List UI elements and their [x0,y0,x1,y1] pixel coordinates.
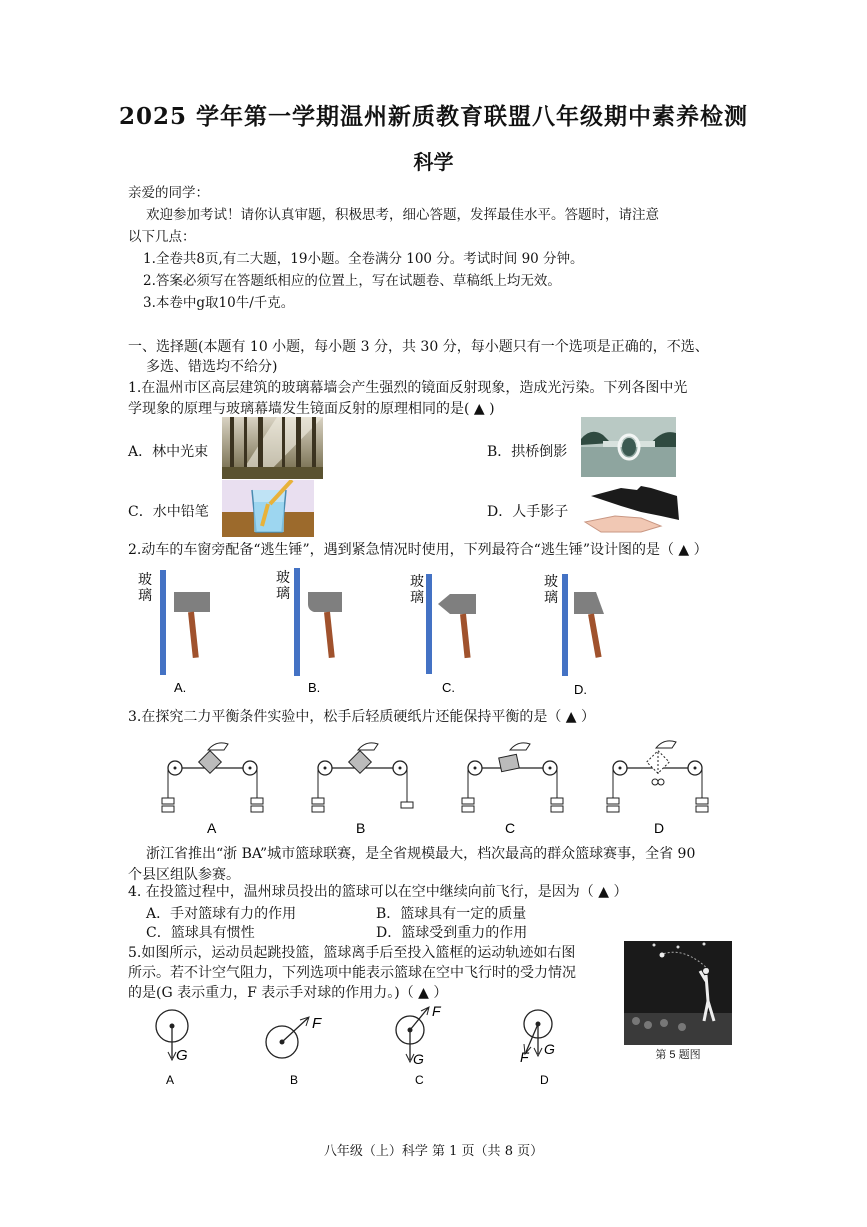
q2-diagram-a [138,570,210,695]
context-line-2: 个县区组队参赛。 [128,867,240,883]
photo-caption: 第 5 题图 [655,1049,701,1061]
q3-balance-diagrams [150,738,730,838]
svg-text:璃: 璃 [544,589,558,605]
q1-option-d: D．人手影子 [487,504,569,520]
svg-text:G: G [176,1047,188,1064]
glass-label: 璃 [138,587,152,603]
hammer-head [174,592,210,612]
svg-text:D.: D. [574,682,587,697]
glass-label: 玻 [138,571,152,587]
q2-hammer-diagrams [128,562,748,702]
svg-text:璃: 璃 [276,585,290,601]
q2-option-label: A. [174,680,187,695]
q5-diagram-a [156,1010,188,1087]
svg-text:D: D [654,820,665,836]
q4-stem: 4. 在投篮过程中，温州球员投出的篮球可以在空中继续向前飞行，是因为（ ▲ ） [128,884,628,900]
context-line-1: 浙江省推出“浙 BA”城市篮球联赛，是全省规模最大，档次最高的群众篮球赛事，全省 90 [146,846,696,862]
svg-text:A: A [166,1073,175,1087]
q2-diagram-c [410,573,476,695]
svg-text:B: B [290,1073,299,1087]
svg-text:F: F [312,1015,322,1032]
q1-option-a: A．林中光束 [128,444,209,460]
svg-text:F: F [432,1003,441,1019]
subject-title: 科学 [413,150,454,174]
pencil-in-water-image [222,480,314,537]
svg-text:B: B [356,820,366,836]
q5-stem-line-1: 5.如图所示，运动员起跳投篮，篮球离手后至投入篮框的运动轨迹如右图 [128,945,576,961]
arch-bridge-reflection-image [581,417,676,477]
note-3: 3.本卷中g取10牛/千克。 [143,295,295,311]
svg-text:玻: 玻 [276,569,290,585]
svg-text:C.: C. [442,680,455,695]
q4-option-d: D．篮球受到重力的作用 [376,925,528,941]
page-footer: 八年级（上）科学 第 1 页（共 8 页） [323,1144,544,1159]
hand-shadow-image [581,482,681,534]
svg-text:C: C [415,1073,424,1087]
q3-diagram-b [312,743,413,836]
q5-diagram-d [520,1010,555,1087]
q3-diagram-a [162,743,263,836]
svg-text:G: G [413,1051,424,1067]
exam-title: 2025 学年第一学期温州新质教育联盟八年级期中素养检测 [118,103,749,130]
svg-text:F: F [520,1049,529,1065]
q2-diagram-b [276,568,342,695]
section-heading-line-1: 一、选择题(本题有 10 小题，每小题 3 分，共 30 分，每小题只有一个选项是正确的，不选、 [128,339,709,355]
section-heading-line-2: 多选、错选均不给分) [146,359,278,375]
svg-text:C: C [505,820,516,836]
welcome-line-1: 欢迎参加考试！请你认真审题，积极思考，细心答题，发挥最佳水平。答题时，请注意 [146,207,659,223]
q3-stem: 3.在探究二力平衡条件实验中，松手后轻质硬纸片还能保持平衡的是（ ▲ ） [128,709,596,725]
greeting: 亲爱的同学： [128,185,209,201]
q5-force-diagrams [150,1002,590,1094]
q2-stem: 2.动车的车窗旁配备“逃生锤”，遇到紧急情况时使用，下列最符合“逃生锤”设计图的是（ ▲ ） [128,542,708,558]
q5-diagram-b [266,1015,322,1087]
q5-stem-line-2: 所示。若不计空气阻力，下列选项中能表示篮球在空中飞行时的受力情况 [128,965,576,981]
svg-text:璃: 璃 [410,589,424,605]
welcome-line-2: 以下几点： [128,229,196,245]
q1-stem-line-2: 学现象的原理与玻璃幕墙发生镜面反射的原理相同的是( ▲ ) [128,401,495,417]
q3-diagram-c [462,743,563,836]
q1-stem-line-1: 1.在温州市区高层建筑的玻璃幕墙会产生强烈的镜面反射现象，造成光污染。下列各图中光 [128,380,688,396]
q5-stem-line-3: 的是(G 表示重力，F 表示手对球的作用力。)（ ▲ ） [128,985,448,1001]
q4-option-a: A．手对篮球有力的作用 [146,906,297,922]
q5-diagram-c [396,1003,442,1087]
q5-basketball-photo [624,941,732,1063]
note-2: 2.答案必须写在答题纸相应的位置上，写在试题卷、草稿纸上均无效。 [143,273,561,289]
q4-option-b: B．篮球具有一定的质量 [376,906,527,922]
svg-text:D: D [540,1073,549,1087]
note-1: 1.全卷共8页,有二大题，19小题。全卷满分 100 分。考试时间 90 分钟。 [143,251,584,267]
svg-text:玻: 玻 [544,573,558,589]
svg-text:B.: B. [308,680,321,695]
glass-pane [160,570,166,675]
q3-diagram-d [607,741,708,836]
q2-diagram-d [544,573,604,697]
q1-option-b: B．拱桥倒影 [487,444,568,460]
forest-light-beams-image [222,417,323,479]
hammer-handle [188,612,199,658]
svg-text:玻: 玻 [410,573,424,589]
svg-text:G: G [544,1041,555,1057]
q1-option-c: C．水中铅笔 [128,504,209,520]
q4-option-c: C．篮球具有惯性 [146,925,255,941]
svg-text:A: A [207,820,217,836]
